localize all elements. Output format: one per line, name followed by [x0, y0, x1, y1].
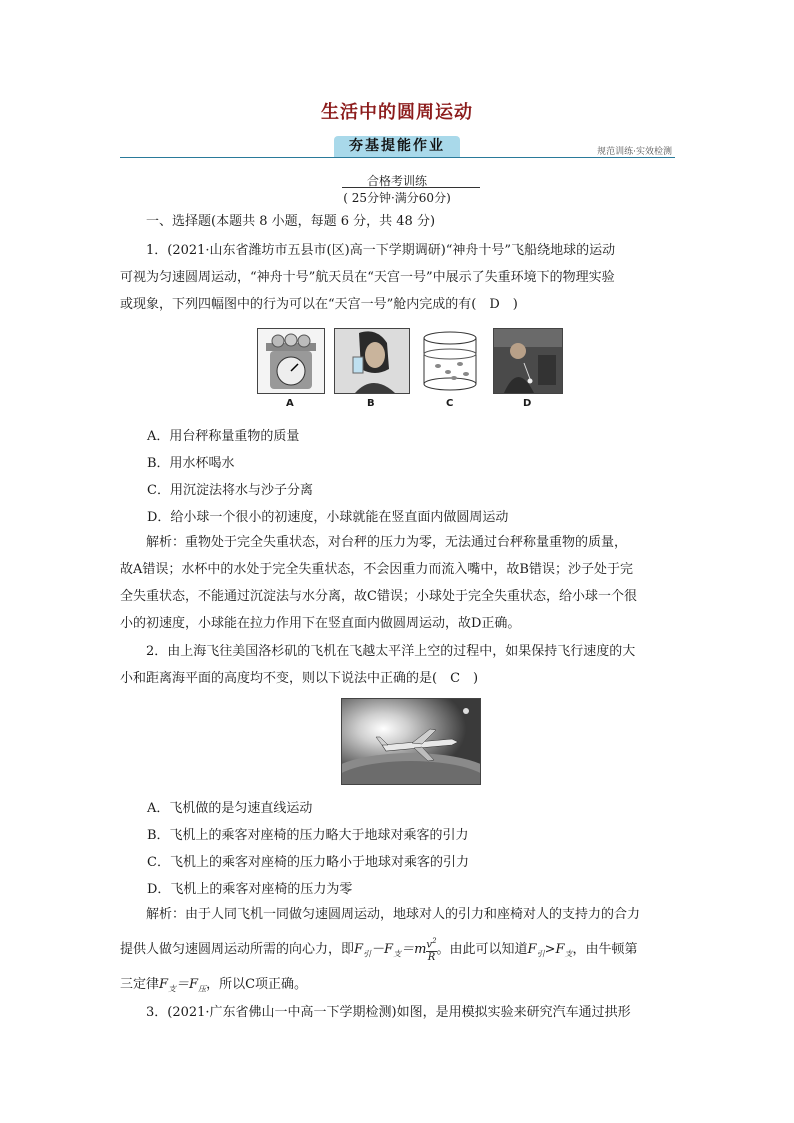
q1-figure-d-astronaut — [493, 328, 563, 394]
q1-analysis-line2: 故A错误；水杯中的水处于完全失重状态，不会因重力而流入嘴中，故B错误；沙子处于完 — [120, 562, 633, 577]
q2-equation-centripetal: $F_引-F_支=m$ $\frac{v^2}{R}$ — [354, 937, 437, 963]
q2-analysis-line3 — [120, 971, 675, 1003]
subsection-title: 合格考训练 — [366, 174, 427, 188]
q1-analysis-line4: 小的初速度，小球能在拉力作用下在竖直面内做圆周运动，故D正确。 — [120, 616, 521, 631]
q2-equation-inequality: $F_引>F_支$ — [527, 942, 573, 959]
q2-stem-line2: 小和距离海平面的高度均不变，则以下说法中正确的是( C ) — [120, 671, 479, 686]
q2-analysis-line3-part1: 三定律 — [120, 977, 160, 992]
banner-tagline: 规范训练·实效检测 — [597, 147, 672, 157]
q2-option-d: D．飞机上的乘客对座椅的压力为零 — [147, 882, 353, 897]
q2-analysis-line3-part2: ，所以C项正确。 — [206, 977, 308, 992]
section-banner: 夯基提能作业 — [334, 136, 460, 157]
q1-figure-b-drinking — [334, 328, 410, 394]
q2-analysis-line2-part3: ，由牛顿第 — [572, 942, 638, 957]
q1-option-b: B．用水杯喝水 — [147, 456, 235, 471]
page-title: 生活中的圆周运动 — [321, 102, 473, 123]
q1-figure-a-scale — [257, 328, 325, 394]
q2-analysis-line2-part2: 。由此可以知道 — [436, 942, 528, 957]
q3-stem-line1: 3．(2021·广东省佛山一中高一下学期检测)如图，是用模拟实验来研究汽车通过拱形 — [146, 1005, 631, 1020]
subsection-divider — [342, 187, 480, 188]
q2-option-c: C．飞机上的乘客对座椅的压力略小于地球对乘客的引力 — [147, 855, 469, 870]
header-divider — [120, 157, 675, 158]
q2-analysis-line1: 解析：由于人同飞机一同做匀速圆周运动，地球对人的引力和座椅对人的支持力的合力 — [146, 907, 641, 922]
q1-stem-line3: 或现象，下列四幅图中的行为可以在“天宫一号”舱内完成的有( D ) — [120, 297, 518, 312]
q2-equation-third-law: $F_支=F_压$ — [159, 977, 207, 994]
q1-option-a: A．用台秤称量重物的质量 — [147, 429, 300, 444]
q2-analysis-line2-part1: 提供人做匀速圆周运动所需的向心力，即 — [120, 942, 355, 957]
q1-option-c: C．用沉淀法将水与沙子分离 — [147, 483, 313, 498]
q1-figure-label-c: C — [446, 398, 454, 409]
q1-figure-label-b: B — [367, 398, 375, 409]
section-heading: 一、选择题(本题共 8 小题，每题 6 分，共 48 分) — [146, 214, 436, 229]
q1-figure-label-a: A — [286, 398, 294, 409]
q1-analysis-line1: 解析：重物处于完全失重状态，对台秤的压力为零，无法通过台秤称量重物的质量， — [146, 535, 628, 550]
q1-analysis-line3: 全失重状态，不能通过沉淀法与水分离，故C错误；小球处于完全失重状态，给小球一个很 — [120, 589, 637, 604]
q1-stem-line2: 可视为匀速圆周运动，“神舟十号”航天员在“天宫一号”中展示了失重环境下的物理实验 — [120, 270, 615, 285]
q1-stem-line1: 1．(2021·山东省潍坊市五县市(区)高一下学期调研)“神舟十号”飞船绕地球的运动 — [146, 243, 616, 258]
q1-figure-c-beaker — [418, 328, 482, 392]
q1-option-d: D．给小球一个很小的初速度，小球就能在竖直面内做圆周运动 — [147, 510, 509, 525]
time-score-note: ( 25分钟·满分60分) — [343, 191, 451, 205]
q2-stem-line1: 2．由上海飞往美国洛杉矶的飞机在飞越太平洋上空的过程中，如果保持飞行速度的大 — [146, 644, 636, 659]
q2-option-b: B．飞机上的乘客对座椅的压力略大于地球对乘客的引力 — [147, 828, 469, 843]
q2-analysis-line2 — [120, 936, 675, 968]
q2-figure-airplane — [341, 698, 481, 785]
q1-figure-label-d: D — [523, 398, 532, 409]
q2-option-a: A．飞机做的是匀速直线运动 — [147, 801, 313, 816]
